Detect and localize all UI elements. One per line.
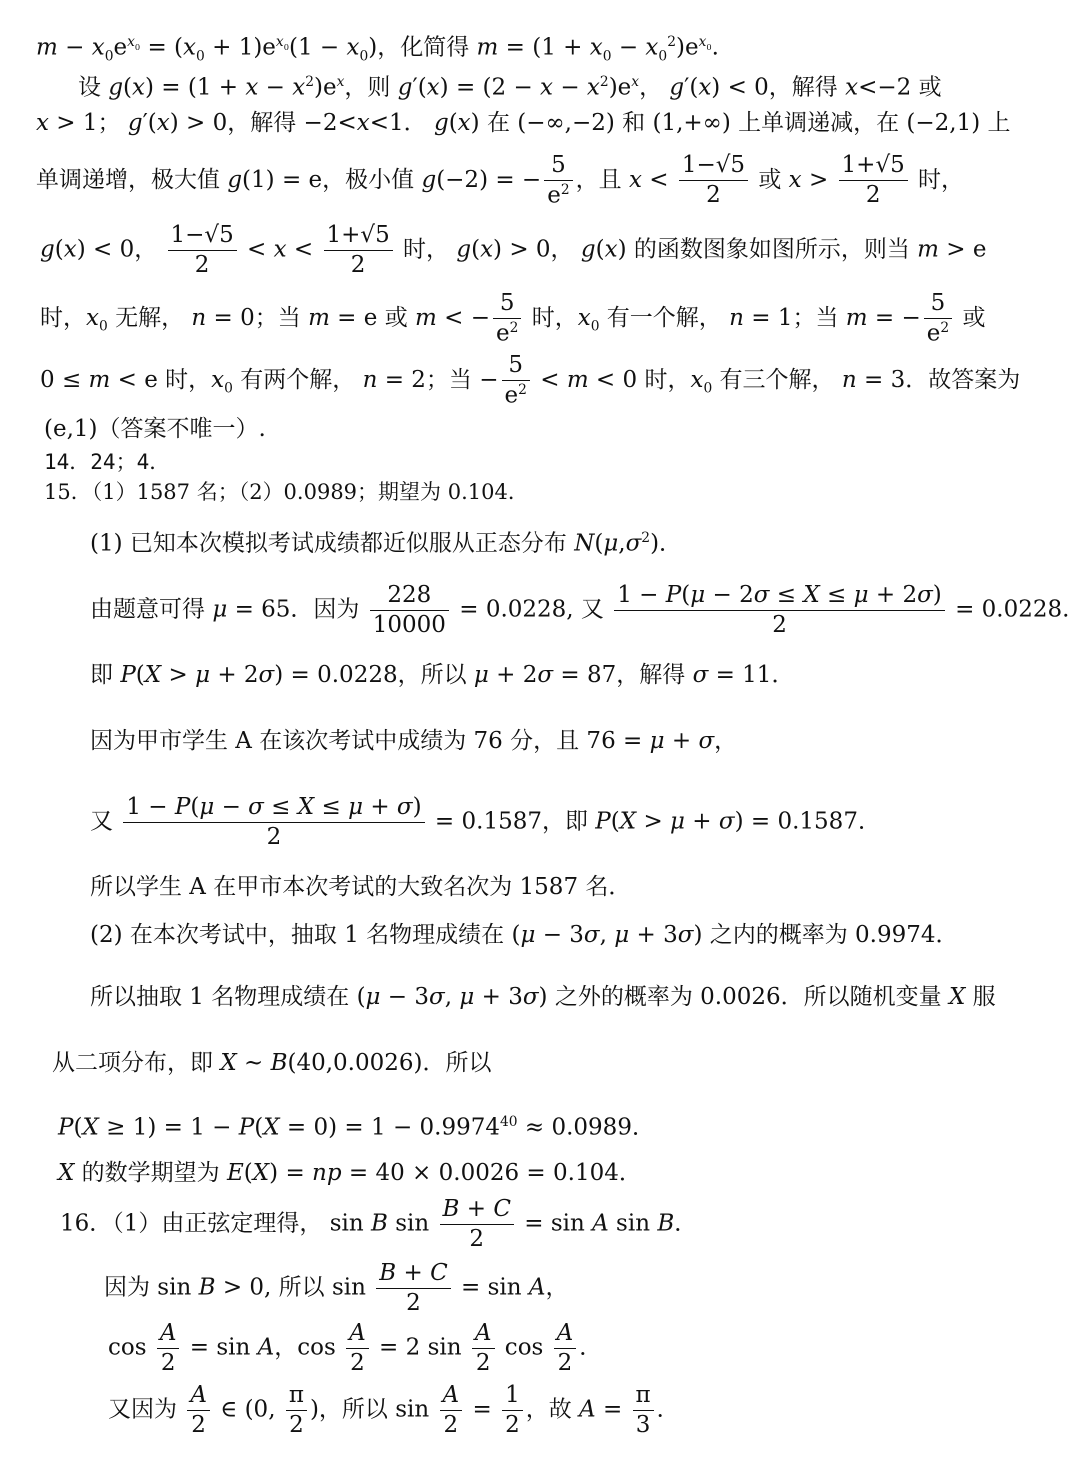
q15-line-8: 所以抽取 1 名物理成绩在 (μ − 3σ, μ + 3σ) 之外的概率为 0.0026．所以随机变量 X 服 — [90, 984, 996, 1010]
q15-line-1: (1) 已知本次模拟考试成绩都近似服从正态分布 $N(\mu,\sigma^2)$． — [90, 530, 683, 557]
solution-line-5: g(x) < 0， $\frac{1-√5}{2}$ < x < $\frac{1+√5}{2}$ 时， g(x) > 0， g(x) 的函数图象如图所示，则当 m > e — [40, 222, 987, 278]
q15-line-2: 由题意可得 μ = 65．因为 $\frac{228}{10000}$ = 0.0228, 又 $\frac{1 - P(\mu - 2\sigma \le X \le \mu + 2\sigma)}{2}$ = 0.0228. — [90, 582, 1069, 638]
q15-line-11: X 的数学期望为 E(X) = np = 40 × 0.0026 = 0.104． — [58, 1160, 642, 1186]
solution-line-2: 设 $g(x) = (1 + x - x^2)e^x$，则 $g'(x) = (2 - x - x^2)e^x$， g′(x) < 0，解得 x<−2 或 — [78, 74, 942, 101]
q16-line-4: 又因为 $\frac{A}{2}$ ∈ (0, $\frac{\pi}{2}$ )，所以 sin $\frac{A}{2}$ = $\frac{1}{2}$ ，故 A = $\frac{\pi}{3}$ ． — [108, 1382, 680, 1438]
q15-line-6: 所以学生 A 在甲市本次考试的大致名次为 1587 名． — [90, 874, 632, 900]
q16-line-1: 16．（1）由正弦定理得， sin B sin $\frac{B + C}{2}$ = sin A sin B． — [60, 1196, 698, 1252]
q15-line-10: $P(X \ge 1) = 1 - P(X = 0) = 1 - 0.9974^{40} \approx 0.0989$． — [58, 1114, 655, 1141]
q15-line-7: (2) 在本次考试中，抽取 1 名物理成绩在 (μ − 3σ, μ + 3σ) 之内的概率为 0.9974． — [90, 922, 959, 948]
q16-line-2: 因为 sin B > 0, 所以 sin $\frac{B + C}{2}$ = sin A， — [104, 1260, 569, 1316]
solution-line-1: $m - x_0e^{x_0} = (x_0 + 1)e^{x_0}(1 - x_0)$，化简得 $m = (1 + x_0 - x_0^2)e^{x_0}$. — [36, 34, 719, 65]
solution-line-7: 0 ≤ m < e 时，$x_0$ 有两个解， n = 2；当 − $\frac{5}{e^2}$ < m < 0 时，$x_0$ 有三个解， n = 3．故答案为 — [40, 352, 1021, 409]
answer-15: 15．（1）1587 名；（2）0.0989；期望为 0.104． — [44, 480, 529, 504]
q15-line-5: 又 $\frac{1 - P(\mu - \sigma \le X \le \mu + \sigma)}{2}$ = 0.1587，即 P(X > μ + σ) = 0.1587． — [90, 794, 881, 850]
solution-line-3: x > 1； g′(x) > 0，解得 −2<x<1． g(x) 在 (−∞,−2) 和 (1,+∞) 上单调递减，在 (−2,1) 上 — [36, 110, 1011, 136]
solution-line-4: 单调递增，极大值 g(1) = e，极小值 g(−2) = − $\frac{5}{e^2}$ ，且 x < $\frac{1-√5}{2}$ 或 x > $\frac{1+√5}{2}$ 时， — [36, 152, 965, 209]
q15-line-9: 从二项分布，即 X ~ B(40,0.0026)．所以 — [52, 1050, 492, 1076]
q15-line-3: 即 P(X > μ + 2σ) = 0.0228，所以 μ + 2σ = 87，解得 σ = 11． — [90, 662, 795, 688]
answer-14: 14．24；4． — [44, 450, 171, 474]
q16-line-3: cos $\frac{A}{2}$ = sin A，cos $\frac{A}{2}$ = 2 sin $\frac{A}{2}$ cos $\frac{A}{2}$ ． — [108, 1320, 603, 1376]
solution-line-6: 时，$x_0$ 无解， n = 0；当 m = e 或 m < − $\frac{5}{e^2}$ 时，$x_0$ 有一个解， n = 1；当 m = − $\frac{5}{e^2}$ 或 — [40, 290, 986, 347]
q15-line-4: 因为甲市学生 A 在该次考试中成绩为 76 分，且 76 = μ + σ， — [90, 728, 738, 754]
solution-line-8: (e,1)（答案不唯一）. — [44, 416, 266, 442]
